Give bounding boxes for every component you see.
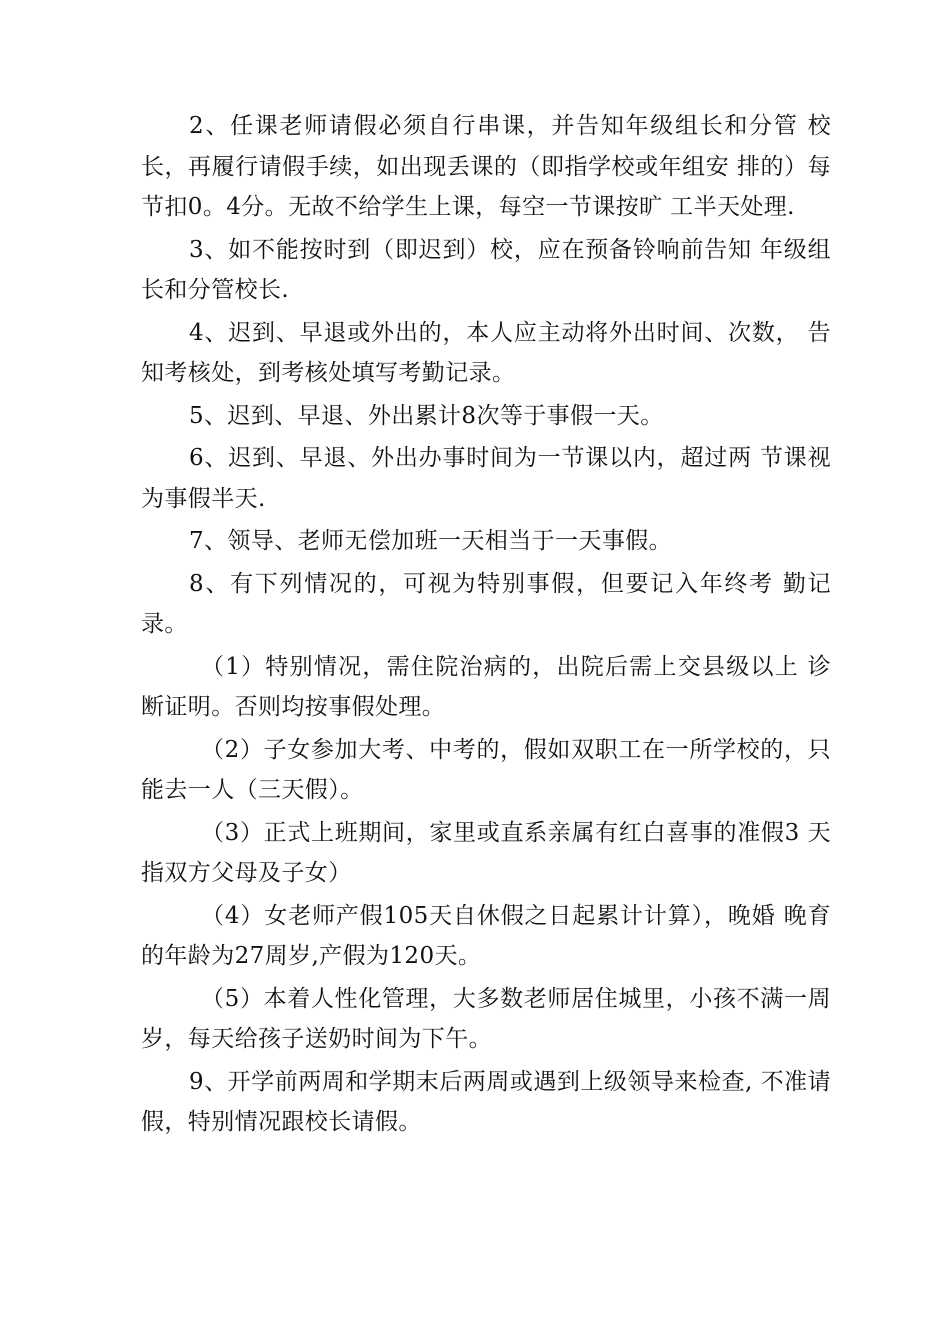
- paragraph-rule-4: 4、迟到、早退或外出的，本人应主动将外出时间、次数， 告知考核处，到考核处填写考勤记录。: [141, 319, 831, 386]
- paragraph-rule-7: 7、领导、老师无偿加班一天相当于一天事假。: [189, 528, 673, 554]
- paragraph-rule-3: 3、如不能按时到（即迟到）校，应在预备铃响前告知 年级组长和分管校长.: [141, 236, 831, 303]
- paragraph-rule-2: 2、任课老师请假必须自行串课，并告知年级组长和分管 校长，再履行请假手续，如出现丢课的（即指学校或年组安 排的）每节扣0。4分。无故不给学生上课，每空一节课按旷 工半天处理.: [141, 113, 831, 220]
- paragraph-subitem-3: （3）正式上班期间，家里或直系亲属有红白喜事的准假3 天指双方父母及子女）: [141, 819, 831, 886]
- paragraph-rule-6: 6、迟到、早退、外出办事时间为一节课以内，超过两 节课视为事假半天.: [141, 445, 831, 512]
- paragraph-subitem-2: （2）子女参加大考、中考的，假如双职工在一所学校的，只能去一人（三天假）。: [141, 736, 831, 803]
- paragraph-subitem-4: （4）女老师产假105天自休假之日起累计计算），晚婚 晚育的年龄为27周岁,产假为120天。: [141, 902, 831, 969]
- paragraph-rule-8: 8、有下列情况的，可视为特别事假，但要记入年终考 勤记录。: [141, 570, 831, 637]
- paragraph-subitem-5: （5）本着人性化管理，大多数老师居住城里，小孩不满一周岁，每天给孩子送奶时间为下午。: [141, 985, 831, 1052]
- paragraph-subitem-1: （1）特别情况，需住院治病的，出院后需上交县级以上 诊断证明。否则均按事假处理。: [141, 653, 831, 720]
- document-body: [141, 106, 831, 1145]
- paragraph-rule-9: 9、开学前两周和学期末后两周或遇到上级领导来检查, 不准请假，特别情况跟校长请假。: [141, 1068, 831, 1135]
- paragraph-rule-5: 5、迟到、早退、外出累计8次等于事假一天。: [189, 402, 664, 429]
